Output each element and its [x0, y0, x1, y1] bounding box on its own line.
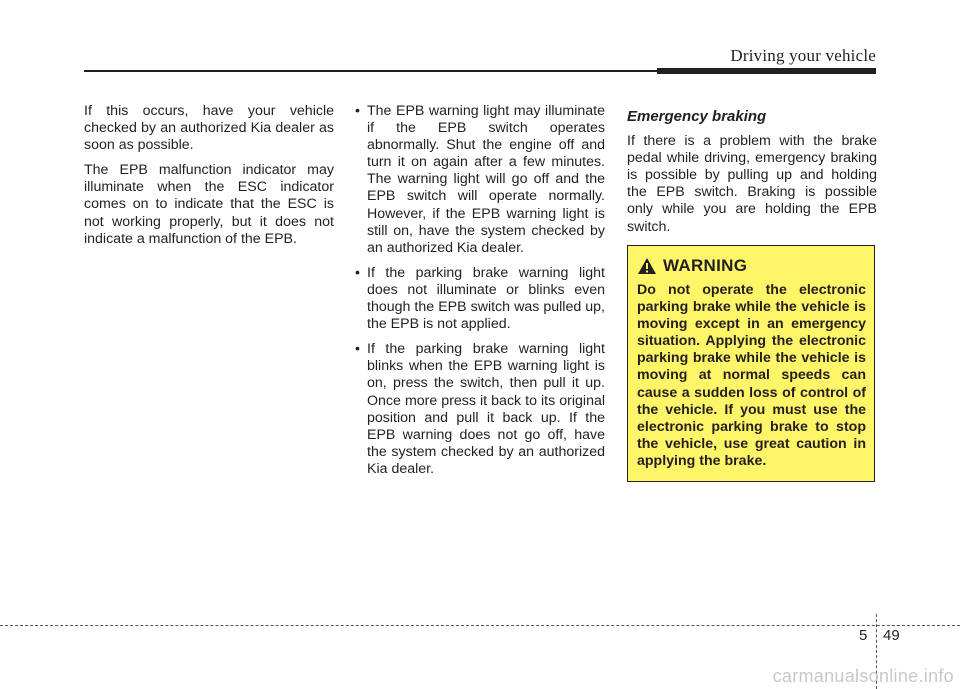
list-item-text: If the parking brake warning light does not illuminate or blinks even though the EPB switch was pulled up, the EPB is not applied.: [367, 264, 605, 333]
page-header-title: Driving your vehicle: [730, 46, 876, 65]
bullet-icon: •: [355, 103, 360, 119]
paragraph: If there is a problem with the brake pedal while driving, emergency braking is possible by pulling up and holding the EPB switch. Braking is possible only while you are holding the EPB switch.: [627, 133, 877, 235]
bullet-icon: •: [355, 341, 360, 358]
list-item: [355, 265, 605, 333]
warning-box: [627, 245, 875, 482]
bullet-list: [355, 103, 605, 478]
footer-rule: [0, 625, 960, 626]
list-item-text: The EPB warning light may illuminate if the EPB switch operates abnormally. Shut the engine off and turn it on again after a few minutes. The warning light will go off and the EPB switch will operate normally. However, if the EPB warning light is still on, have the system checked by an authorized Kia dealer.: [367, 103, 605, 256]
paragraph: If this occurs, have your vehicle checked by an authorized Kia dealer as soon as possible.: [84, 103, 334, 154]
column-middle: [355, 103, 605, 486]
page-number: 49: [883, 627, 900, 644]
header-rule-accent: [657, 68, 876, 74]
warning-header: [637, 256, 866, 276]
watermark: carmanualsonline.info: [772, 666, 954, 686]
list-item: [355, 341, 605, 478]
list-item: [355, 103, 605, 257]
column-left: [84, 103, 334, 256]
chapter-number: 5: [859, 627, 868, 644]
warning-title: WARNING: [663, 256, 748, 275]
paragraph: The EPB malfunction indicator may illuminate when the ESC indicator comes on to indicate that the ESC is not working properly, but it does not indicate a malfunction of the EPB.: [84, 162, 334, 247]
list-item-text: If the parking brake warning light blinks when the EPB warning light is on, press the switch, then pull it up. Once more press it back to its original position and pull it back up. If the EPB warning does not go off, have the system checked by an authorized Kia dealer.: [367, 341, 605, 477]
column-right: [627, 103, 877, 244]
warning-text: Do not operate the electronic parking brake while the vehicle is moving except in an emergency situation. Applying the electronic parking brake while the vehicle is moving at normal speeds can cause a sudden loss of control of the vehicle. If you must use the electronic parking brake to stop the vehicle, use great caution in applying the brake.: [637, 282, 866, 469]
section-heading: Emergency braking: [627, 108, 767, 125]
bullet-icon: •: [355, 264, 360, 281]
warning-triangle-icon: [637, 257, 657, 275]
